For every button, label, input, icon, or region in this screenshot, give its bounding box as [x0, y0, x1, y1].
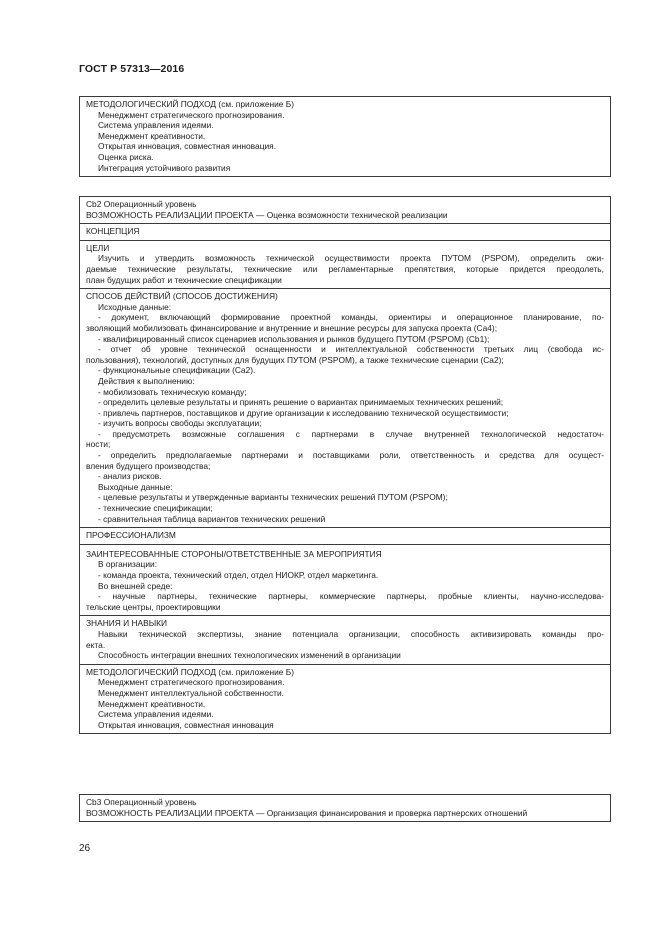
methodology-block-top — [79, 96, 611, 177]
list-item: Оценка риска. — [98, 151, 154, 162]
text-line: - команда проекта, технический отдел, отдел НИОКР, отдел маркетинга. — [98, 570, 379, 580]
cb3-block — [79, 794, 611, 822]
professionalism-section — [80, 527, 610, 544]
skills-section — [80, 615, 610, 663]
text-line: Навыки технической экспертизы, знание потенциала организации, способность активизировать команды про- — [98, 628, 604, 639]
text-line: екта. — [86, 639, 106, 650]
cb2-block — [79, 196, 611, 734]
section-heading: КОНЦЕПЦИЯ — [86, 226, 140, 237]
block-title: ВОЗМОЖНОСТЬ РЕАЛИЗАЦИИ ПРОЕКТА — Оценка возможности технической реализации — [86, 209, 448, 220]
text-line: Во внешней среде: — [98, 580, 173, 591]
text-line: вления будущего производства; — [86, 460, 211, 471]
stakeholders-section — [80, 544, 610, 616]
text-line: - привлечь партнеров, поставщиков и другие организации к исследованию технической осуществимости; — [98, 407, 509, 418]
list-item: Открытая инновация, совместная инновация — [98, 719, 274, 730]
text-line: - определить целевые результаты и принять решение о вариантах принимаемых технических решений; — [98, 397, 504, 408]
text-line: зволяющий мобилизовать финансирование и внутренние и внешние ресурсы для запуска проекта (Ca4); — [86, 322, 498, 333]
section-heading: ЗНАНИЯ И НАВЫКИ — [86, 618, 168, 629]
list-item: Менеджмент стратегического прогнозирования. — [98, 677, 285, 688]
list-item: Открытая инновация, совместная инновация. — [98, 141, 277, 152]
text-line: - квалифицированный список сценариев использования и рынков будущего ПУТОМ (PSPOM) (Cb1); — [98, 333, 490, 344]
concept-section — [80, 223, 610, 240]
document-header: ГОСТ Р 57313—2016 — [79, 63, 185, 75]
section-heading: ПРОФЕССИОНАЛИЗМ — [86, 530, 176, 541]
text-line: - сравнительная таблица вариантов технических решений — [98, 513, 326, 524]
text-line: - функциональные спецификации (Ca2). — [98, 365, 256, 376]
list-item: Менеджмент стратегического прогнозирования. — [98, 109, 285, 120]
text-line: Исходные данные: — [98, 301, 172, 312]
text-line: - предусмотреть возможные соглашения с партнерами в случае внутренней технологической недостаточ- — [98, 428, 604, 439]
methodology-section — [80, 664, 610, 734]
text-line: - определить предполагаемые партнерами и поставщиками роли, ответственность и средства для осущест- — [98, 450, 604, 461]
text-line: - мобилизовать техническую команду; — [98, 386, 247, 397]
text-line: тельские центры, проектировщики — [86, 601, 221, 612]
text-line: Способность интеграции внешних технологических изменений в организации — [98, 650, 401, 661]
text-line: даемые технические результаты, технические или регламентарные препятствия, которые придется преодолеть, — [86, 263, 604, 274]
methodology-section — [80, 97, 610, 176]
text-line: ности; — [86, 439, 111, 450]
level-label: Cb3 Операционный уровень — [86, 797, 197, 807]
section-heading: ЗАИНТЕРЕСОВАННЫЕ СТОРОНЫ/ОТВЕТСТВЕННЫЕ ЗА МЕРОПРИЯТИЯ — [86, 548, 382, 559]
text-line: - анализ рисков. — [98, 471, 162, 482]
text-line: - технические спецификации; — [98, 503, 213, 514]
list-item: Система управления идеями. — [98, 120, 214, 131]
list-item: Менеджмент интеллектуальной собственности. — [98, 687, 284, 698]
text-line: Действия к выполнению: — [98, 375, 195, 386]
text-line: - изучить вопросы свободы эксплуатации; — [98, 418, 262, 429]
text-line: - отчет об уровне технической оснащенности и интеллектуальной собственности третьих лиц (свобода ис- — [98, 344, 604, 355]
list-item: Менеджмент креативности. — [98, 130, 206, 141]
section-heading: СПОСОБ ДЕЙСТВИЙ (СПОСОБ ДОСТИЖЕНИЯ) — [86, 291, 278, 302]
text-line: - документ, включающий формирование проектной команды, ориентиры и операционное планирование, по- — [98, 312, 604, 323]
list-item: Система управления идеями. — [98, 709, 214, 720]
list-item: Менеджмент креативности. — [98, 698, 206, 709]
block-title: ВОЗМОЖНОСТЬ РЕАЛИЗАЦИИ ПРОЕКТА — Организация финансирования и проверка партнерских отношений — [86, 807, 528, 818]
text-line: Изучить и утвердить возможность технической осуществимости проекта ПУТОМ (PSPOM), определить ожи- — [98, 253, 604, 264]
method-section — [80, 288, 610, 527]
text-line: В организации: — [98, 559, 158, 570]
goals-section — [80, 240, 610, 288]
section-heading: ЦЕЛИ — [86, 242, 110, 253]
text-line: - научные партнеры, технические партнеры, коммерческие партнеры, пробные клиенты, научно-исследова- — [98, 591, 604, 602]
text-line: пользования), технологий, доступных для будущих ПУТОМ (PSPOM), а также технические сценарии (Ca2); — [86, 354, 504, 365]
level-label: Cb2 Операционный уровень — [86, 199, 197, 209]
list-item: Интеграция устойчивого развития — [98, 162, 231, 173]
cb2-title-section — [80, 197, 610, 223]
section-heading: МЕТОДОЛОГИЧЕСКИЙ ПОДХОД (см. приложение Б) — [86, 99, 295, 109]
text-line: план будущих работ и технические спецификации — [86, 274, 282, 285]
text-line: Выходные данные: — [98, 481, 173, 492]
page-number: 26 — [79, 843, 91, 854]
text-line: - целевые результаты и утвержденные варианты технических решений ПУТОМ (PSPOM); — [98, 492, 448, 503]
cb3-title-section — [80, 795, 610, 821]
section-heading: МЕТОДОЛОГИЧЕСКИЙ ПОДХОД (см. приложение Б) — [86, 666, 295, 677]
